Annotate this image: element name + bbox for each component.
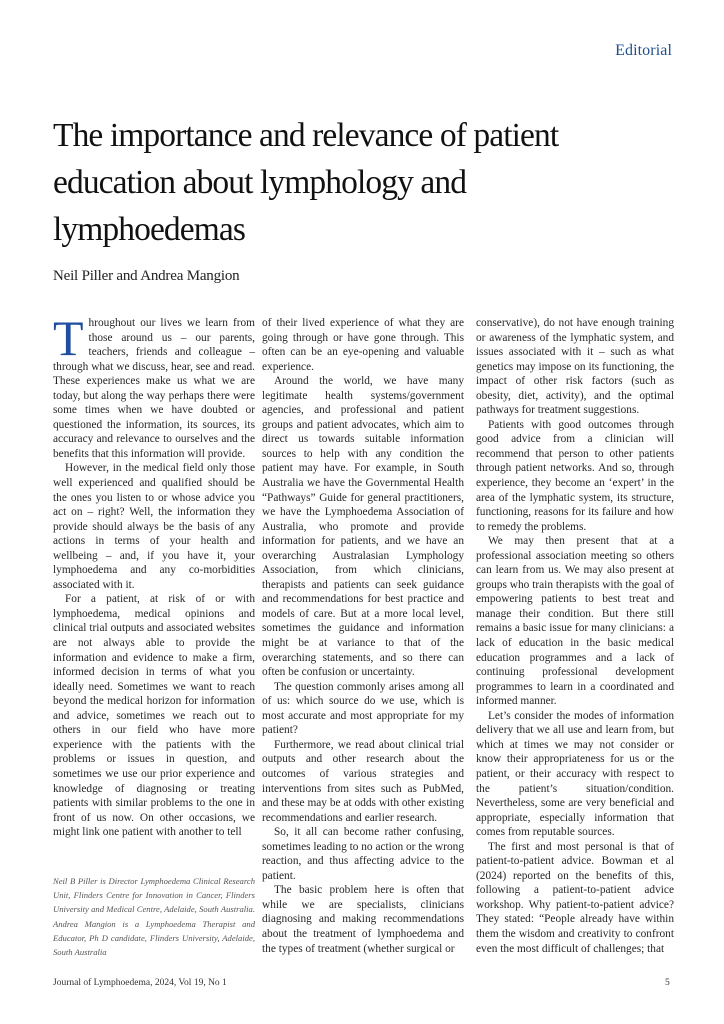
paragraph: Patients with good outcomes through good advice from a clinician will recommend that person to other patients through patient networks. And so, through experience, they become an ‘expert’ in the area of the lymphatic system, its structure, functioning, reasons for its failure and how to remedy the problems.	[476, 418, 674, 533]
paragraph: Around the world, we have many legitimate health systems/government agencies, and professional and patient groups and patient advocates, which aim to direct us towards suitable information sources to help with any condition the patient may have. For example, in South Australia we have the Governmental Health “Pathways” Guide for general practitioners, we have the Lymphoedema Association of Australia, who promote and provide information for patients, and we have an overarching Australasian Lymphology Association, from which clinicians, therapists and patients can seek guidance and recommendations for best practice and models of care. But at a more local level, sometimes the guidance and information might be at variance to that of the overarching statements, and so there can often be confusion or uncertainty.	[262, 375, 464, 679]
section-label: Editorial	[615, 42, 672, 59]
paragraph: Furthermore, we read about clinical trial outputs and other research about the outcomes of various strategies and interventions from sites such as PubMed, and these may be at odds with other existing recommendations and earlier research.	[262, 738, 464, 824]
paragraph: We may then present that at a professional association meeting so others can learn from us. We may also present at groups who train therapists with the goal of empowering patients to best treat and manage their condition. But there still remains a basic issue for many clinicians: a lack of education in the basic medical education programmes and a lack of continuing professional development programmes to learn in a coordinated and informed manner.	[476, 535, 674, 708]
paragraph: conservative), do not have enough training or awareness of the lymphatic system, and issues associated with it – such as what genetics may impose on its functioning, the impact of other risk factors (such as obesity, diet, activity), and the optimal pathways for treatment suggestions.	[476, 317, 674, 417]
column-3	[476, 316, 674, 956]
paragraph: However, in the medical field only those well experienced and qualified should be the ones you listen to or whose advice you act on – right? Well, the information they provide should always be the basis of any actions in terms of your health and wellbeing – and, if you have it, your lymphoedema and any co-morbidities associated with it.	[53, 462, 255, 591]
paragraph: Throughout our lives we learn from those around us – our parents, teachers, friends and colleague – through what we discuss, hear, see and read. These experiences make us what we are today, but along the way perhaps there were some times when we have doubted or questioned the information, its sources, its accuracy and relevance to ourselves and the benefits that this information will provide.	[53, 310, 255, 460]
paragraph: For a patient, at risk of or with lymphoedema, medical opinions and clinical trial outputs and associated websites are not always able to provide the information and evidence to make a firm, informed decision in terms of what you ideally need. Sometimes we want to reach beyond the medical horizon for information and advice, sometimes we reach out to others in our field who have more experience with the patients with the problems or issues in question, and sometimes we use our prior experience and knowledge of diagnosing or treating patients with similar problems to the one in front of us now. On other occasions, we might link one patient with another to tell	[53, 593, 255, 839]
article-title: The importance and relevance of patient education about lymphology and lymphoedemas	[53, 117, 559, 248]
drop-cap: T	[53, 310, 84, 366]
footer-page-number: 5	[665, 978, 670, 988]
footer-journal-citation: Journal of Lymphoedema, 2024, Vol 19, No 1	[53, 978, 227, 988]
column-2	[262, 316, 464, 956]
article-authors: Neil Piller and Andrea Mangion	[53, 268, 240, 284]
paragraph: Let’s consider the modes of information delivery that we all use and learn from, but which at times we may not consider or know their appropriateness for us or the patient, or their accuracy with respect to the patient’s situation/condition. Nevertheless, some are very beneficial and appropriate, especially information that comes from reputable sources.	[476, 709, 674, 839]
paragraph: of their lived experience of what they are going through or have gone through. This often can be an eye-opening and valuable experience.	[262, 317, 464, 373]
column-1	[53, 310, 255, 840]
paragraph: So, it all can become rather confusing, sometimes leading to no action or the wrong reaction, and thus affecting advice to the patient.	[262, 826, 464, 882]
paragraph: The question commonly arises among all of us: which source do we use, which is most accurate and most appropriate for my patient?	[262, 680, 464, 737]
author-bio: Neil B Piller is Director Lymphoedema Clinical Research Unit, Flinders Centre for Innovation in Cancer, Flinders University and Medical Centre, Adelaide, South Australia. Andrea Mangion is a Lymphoedema Therapist and Educator, Ph D candidate, Flinders University, Adelaide, South Australia	[53, 876, 255, 958]
paragraph: The first and most personal is that of patient-to-patient advice. Bowman et al (2024) reported on the benefits of this, following a patient-to-patient advice workshop. Why patient-to-patient advice? They stated: “People already have within them the wisdom and creativity to confront even the most difficult of challenges; that	[476, 840, 674, 955]
paragraph: The basic problem here is often that while we are specialists, clinicians diagnosing and making recommendations about the treatment of lymphoedema and the types of treatment (whether surgical or	[262, 884, 464, 955]
